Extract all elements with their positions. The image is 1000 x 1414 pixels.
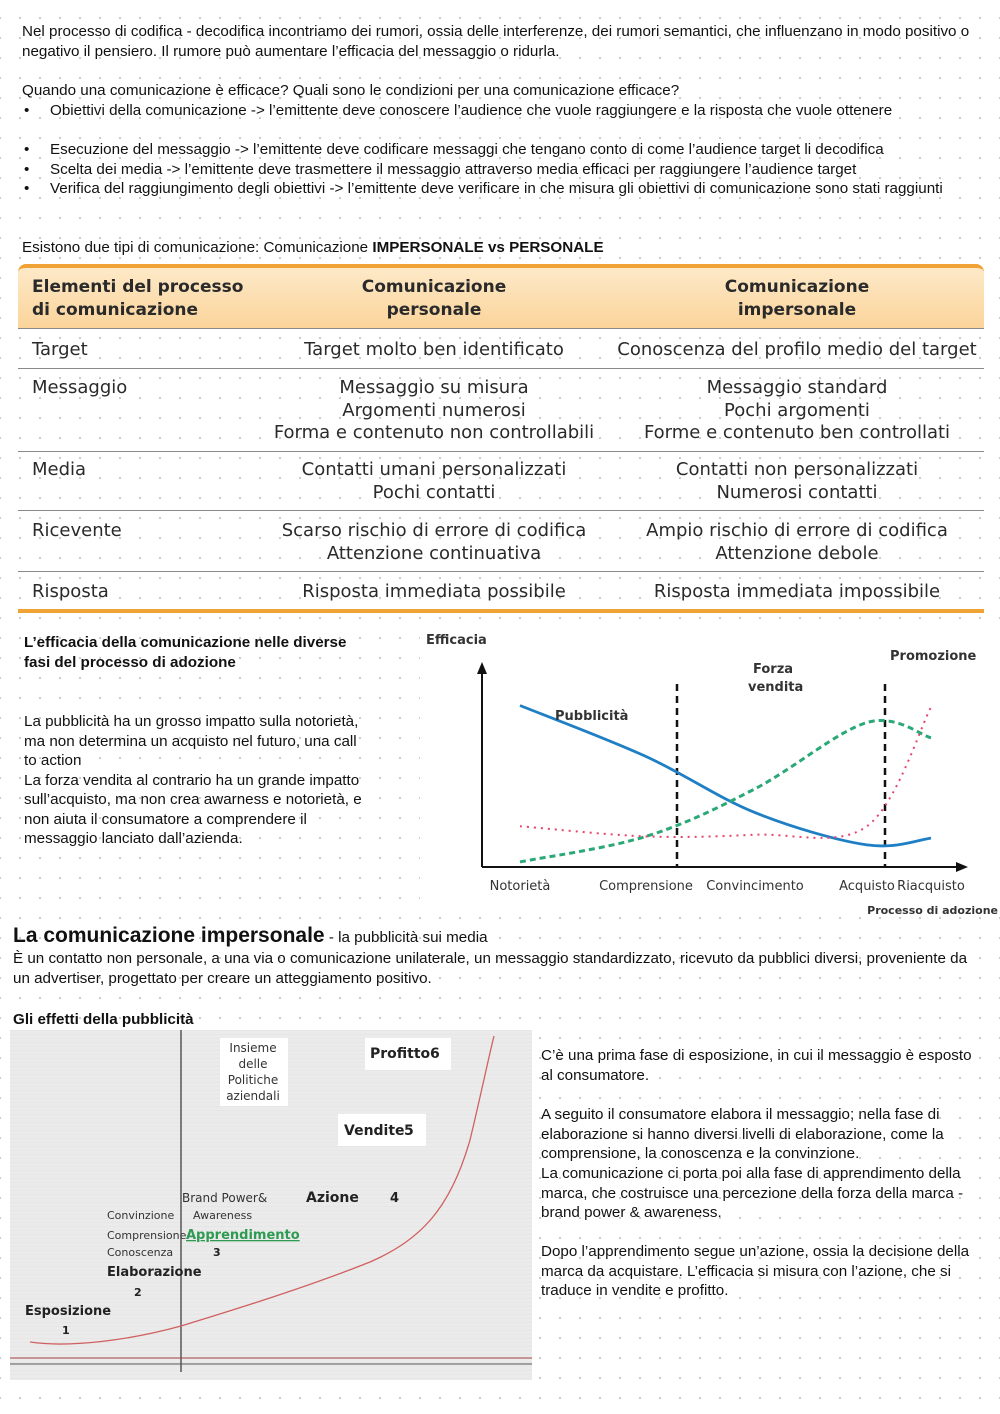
efficacy-title <box>24 633 414 672</box>
efficacy-title-line1: L’efficacia della comunicazione nelle diverse <box>24 634 347 651</box>
effects-chart <box>10 1030 532 1380</box>
cell-line: Contatti umani personalizzati <box>301 459 567 480</box>
x-tick-label: Comprensione <box>599 879 693 894</box>
cell-line: Conoscenza del profilo medio del target <box>617 339 977 360</box>
cell-line: Scarso rischio di errore di codifica <box>281 520 587 541</box>
cell-line: Attenzione debole <box>715 542 879 564</box>
stage-apprendimento: Apprendimento <box>186 1228 300 1243</box>
cell-line: Forma e contenuto non controllabili <box>273 422 595 443</box>
cell-messaggio-impersonal <box>612 377 982 445</box>
section-title-suffix: - la pubblicità sui media <box>324 929 488 946</box>
stage-azione-num: 4 <box>390 1191 400 1206</box>
row-label-media: Media <box>32 459 87 480</box>
header-elements-line2: di comunicazione <box>32 300 198 320</box>
types-line <box>22 238 982 258</box>
types-prefix: Esistono due tipi di comunicazione: Comunicazione <box>22 239 373 256</box>
label-promozione: Promozione <box>890 649 977 664</box>
efficacy-line: messaggio lanciato dall’azienda. <box>24 830 243 847</box>
cell-line: Messaggio standard <box>706 377 888 398</box>
x-tick-label: Riacquisto <box>897 879 965 894</box>
header-elements <box>32 276 243 322</box>
bullet-1: Obiettivi della comunicazione -> l’emittente deve conoscere l’audience che vuole raggiungere e la risposta che vuole ottenere <box>50 102 893 119</box>
bullet-3-marker: • <box>24 161 30 178</box>
question-line: Quando una comunicazione è efficace? Quali sono le condizioni per una comunicazione efficace? <box>22 82 680 99</box>
sub-convinzione: Convinzione <box>107 1209 175 1222</box>
bullet-2-marker: • <box>24 141 30 158</box>
label-pubblicita: Pubblicità <box>555 709 629 724</box>
table-divider <box>18 328 984 329</box>
effects-p2a: A seguito il consumatore elabora il messaggio; nella fase di elaborazione si hanno diversi livelli di elaborazione, come la comprensione, la conoscenza e la convinzione. <box>541 1106 944 1162</box>
stage-apprendimento-num: 3 <box>213 1246 221 1259</box>
box-line: aziendali <box>226 1089 280 1103</box>
header-impersonal-line1: Comunicazione <box>724 277 870 297</box>
comparison-table <box>18 264 984 614</box>
table-divider <box>18 510 984 511</box>
brand-line1: Brand Power& <box>182 1191 268 1205</box>
sub-comprensione: Comprensione <box>107 1229 187 1242</box>
cell-line: Risposta immediata impossibile <box>653 581 941 602</box>
stage-esposizione-num: 1 <box>62 1324 70 1337</box>
cell-target-personal <box>254 339 614 362</box>
chart1-ylabel: Efficacia <box>426 633 487 648</box>
cell-line: Forme e contenuto ben controllati <box>643 422 951 443</box>
section-description: È un contatto non personale, a una via o comunicazione unilaterale, un messaggio standardizzato, ricevuto da pubblici diversi, proveniente da un advertiser, progettato per creare un atteggiamento positivo. <box>13 950 968 987</box>
stage-vendite: Vendite <box>344 1123 405 1139</box>
cell-line: Pochi argomenti <box>724 399 870 421</box>
effects-p3: Dopo l’apprendimento segue un’azione, ossia la decisione della marca da acquistare. L’efficacia si misura con l’azione, che si traduce in vendite e profitto. <box>541 1243 970 1299</box>
section-title: La comunicazione impersonale <box>13 924 325 947</box>
cell-media-personal <box>254 459 614 504</box>
chart1-xlabel: Processo di adozione <box>867 904 998 917</box>
section-heading <box>13 924 993 948</box>
row-label-ricevente: Ricevente <box>32 520 122 541</box>
stage-profitto-num: 6 <box>430 1046 440 1062</box>
cell-line: Contatti non personalizzati <box>675 459 919 480</box>
cell-line: Numerosi contatti <box>716 481 878 503</box>
header-personal <box>284 276 584 322</box>
cell-ricevente-impersonal <box>612 520 982 565</box>
table-divider <box>18 368 984 369</box>
sub-conoscenza: Conoscenza <box>107 1246 174 1259</box>
stage-elaborazione-num: 2 <box>134 1286 142 1299</box>
row-label-messaggio: Messaggio <box>32 377 128 398</box>
x-tick-label: Notorietà <box>489 879 551 894</box>
box-line: Insieme <box>229 1041 277 1055</box>
cell-ricevente-personal <box>254 520 614 565</box>
cell-line: Attenzione continuativa <box>326 542 542 564</box>
header-personal-line1: Comunicazione <box>361 277 507 297</box>
efficacy-description <box>24 712 424 849</box>
cell-line: Ampio rischio di errore di codifica <box>646 520 948 541</box>
cell-line: Pochi contatti <box>372 481 496 503</box>
efficacy-line: non aiuta il consumatore a comprendere il <box>24 810 307 828</box>
cell-line: Argomenti numerosi <box>342 399 526 421</box>
bullet-3: Scelta dei media -> l’emittente deve trasmettere il messaggio attraverso media efficaci per raggiungere l’audience target <box>50 161 857 178</box>
label-forza-vendita: Forza vendita <box>748 662 804 695</box>
table-bottom-rule <box>18 609 984 613</box>
efficacy-line: La forza vendita al contrario ha un grande impatto <box>24 771 360 789</box>
brand-line2: Awareness <box>193 1209 253 1222</box>
efficacy-line: to action <box>24 752 82 769</box>
bullet-1-marker: • <box>24 102 30 119</box>
stage-esposizione: Esposizione <box>25 1304 112 1319</box>
efficacy-line: La pubblicità ha un grosso impatto sulla notorietà, <box>24 713 359 730</box>
effects-p1: C’è una prima fase di esposizione, in cui il messaggio è esposto al consumatore. <box>541 1047 972 1084</box>
bullet-4-marker: • <box>24 180 30 197</box>
stage-vendite-num: 5 <box>404 1123 414 1139</box>
cell-risposta-impersonal <box>612 581 982 604</box>
efficacy-title-line2: fasi del processo di adozione <box>24 653 236 671</box>
header-impersonal <box>622 276 972 322</box>
header-personal-line2: personale <box>386 300 482 320</box>
cell-line: Target molto ben identificato <box>304 339 564 360</box>
x-tick-label: Convincimento <box>706 879 804 894</box>
box-line: Politiche <box>227 1073 279 1087</box>
bullet-2: Esecuzione del messaggio -> l’emittente deve codificare messaggi che tengano conto di come l’audience target li decodifica <box>50 141 884 158</box>
x-tick-label: Acquisto <box>839 879 895 894</box>
cell-line: Messaggio su misura <box>339 377 529 398</box>
row-label-risposta: Risposta <box>32 581 109 602</box>
header-impersonal-line2: impersonale <box>737 300 857 320</box>
cell-target-impersonal <box>612 339 982 362</box>
header-elements-line1: Elementi del processo <box>32 277 244 297</box>
intro-paragraph: Nel processo di codifica - decodifica incontriamo dei rumori, ossia delle interferenze, dei rumori semantici, che influenzano in modo positivo o negativo il pensiero. Il rumore può aumentare l’efficacia del messaggio o ridurla. <box>22 23 970 60</box>
row-label-target: Target <box>32 339 88 360</box>
cell-risposta-personal <box>254 581 614 604</box>
cell-messaggio-personal <box>254 377 614 445</box>
efficacy-chart <box>420 622 1000 917</box>
efficacy-line: ma non determina un acquisto nel futuro, una call <box>24 732 357 750</box>
bullet-4: Verifica del raggiungimento degli obiettivi -> l’emittente deve verificare in che misura gli obiettivi di comunicazione sono stati raggiunti <box>50 180 943 197</box>
stage-elaborazione: Elaborazione <box>107 1265 202 1280</box>
box-line: delle <box>238 1057 268 1071</box>
types-bold: IMPERSONALE vs PERSONALE <box>372 239 604 256</box>
efficacy-line: sull’acquisto, ma non crea awarness e notorietà, e <box>24 791 362 808</box>
effects-title: Gli effetti della pubblicità <box>13 1011 194 1028</box>
effects-p2b: La comunicazione ci porta poi alla fase di apprendimento della marca, che costruisce una percezione della forza della marca - brand power & awareness. <box>541 1165 964 1221</box>
cell-line: Risposta immediata possibile <box>302 581 566 602</box>
stage-profitto: Profitto <box>370 1046 431 1062</box>
stage-azione: Azione <box>306 1190 359 1206</box>
cell-media-impersonal <box>612 459 982 504</box>
table-divider <box>18 451 984 452</box>
table-divider <box>18 571 984 572</box>
